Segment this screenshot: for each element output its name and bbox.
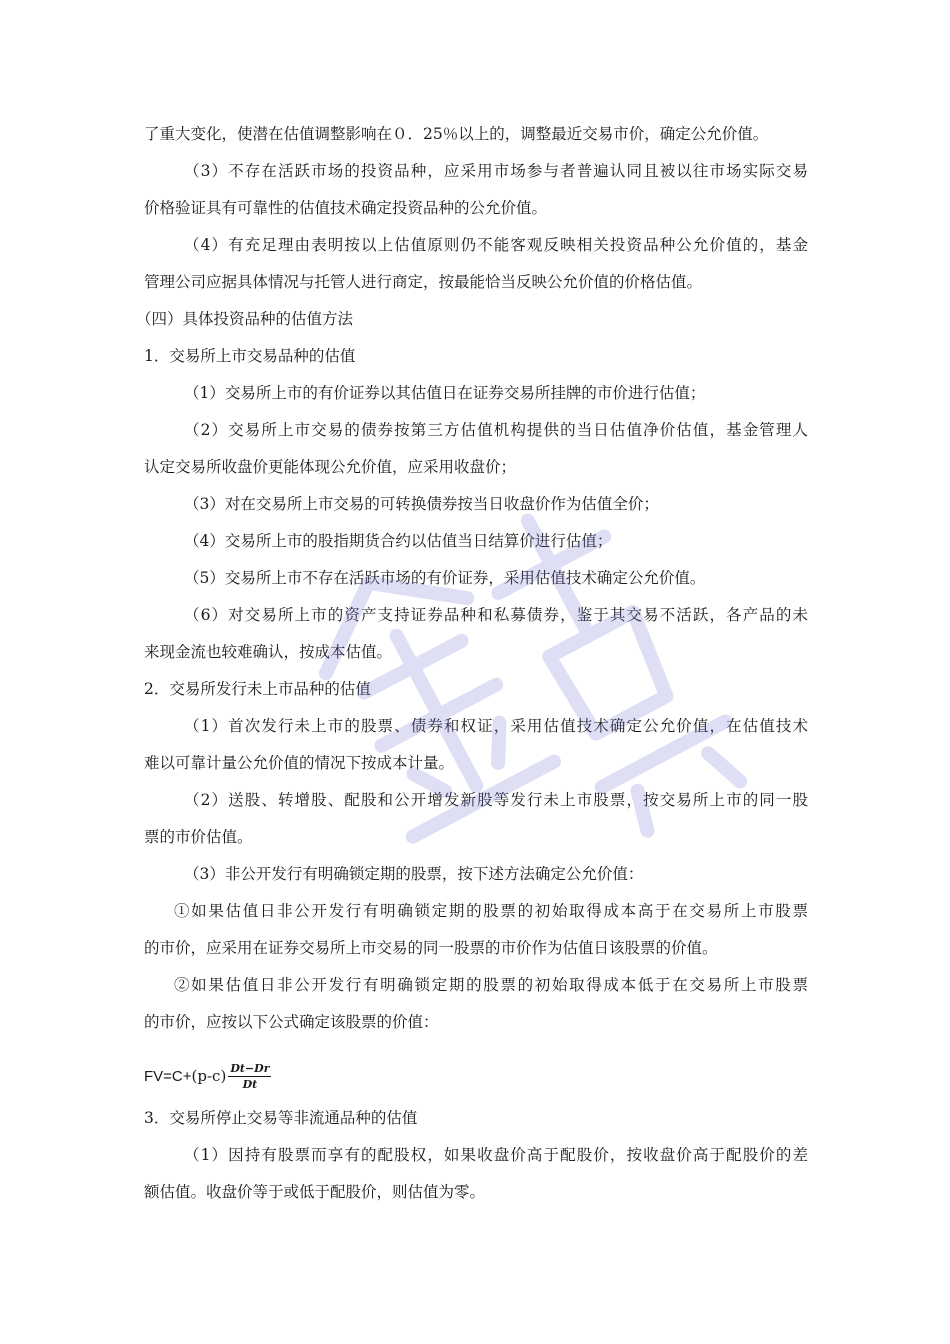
formula-numerator: Dt−Dr <box>230 1061 270 1075</box>
subsection-heading-1: 1．交易所上市交易品种的估值 <box>144 347 356 365</box>
case-2-line2: 的市价，应按以下公式确定该股票的价值： <box>144 1013 439 1031</box>
formula-mid: (p-c) <box>191 1067 227 1085</box>
paragraph-item-4-line1: （4）有充足理由表明按以上估值原则仍不能客观反映相关投资品种公允价值的，基金 <box>184 236 808 254</box>
unlisted-item-1-line2: 难以可靠计量公允价值的情况下按成本计量。 <box>144 754 455 772</box>
unlisted-item-2-line1: （2）送股、转增股、配股和公开增发新股等发行未上市股票，按交易所上市的同一股 <box>184 791 808 809</box>
listed-item-4: （4）交易所上市的股指期货合约以估值当日结算价进行估值； <box>184 532 613 550</box>
unlisted-item-3: （3）非公开发行有明确锁定期的股票，按下述方法确定公允价值： <box>184 865 644 883</box>
valuation-formula <box>144 1058 271 1094</box>
case-1-line1: ①如果估值日非公开发行有明确锁定期的股票的初始取得成本高于在交易所上市股票 <box>174 902 808 920</box>
listed-item-3: （3）对在交易所上市交易的可转换债券按当日收盘价作为估值全价； <box>184 495 659 513</box>
subsection-heading-2: 2．交易所发行未上市品种的估值 <box>144 680 371 698</box>
paragraph-item-3-line2: 价格验证具有可靠性的估值技术确定投资品种的公允价值。 <box>144 199 548 217</box>
unlisted-item-1-line1: （1）首次发行未上市的股票、债券和权证，采用估值技术确定公允价值，在估值技术 <box>184 717 808 735</box>
formula-denominator: Dt <box>242 1077 258 1091</box>
paragraph-continuation: 了重大变化，使潜在估值调整影响在０．25％以上的，调整最近交易市价，确定公允价值。 <box>144 125 769 143</box>
unlisted-item-2-line2: 票的市价估值。 <box>144 828 253 846</box>
paragraph-item-4-line2: 管理公司应据具体情况与托管人进行商定，按最能恰当反映公允价值的价格估值。 <box>144 273 703 291</box>
suspended-item-1-line1: （1）因持有股票而享有的配股权，如果收盘价高于配股价，按收盘价高于配股价的差 <box>184 1146 808 1164</box>
formula-fraction <box>228 1062 271 1091</box>
listed-item-6-line2: 来现金流也较难确认，按成本估值。 <box>144 643 393 661</box>
subsection-heading-3: 3．交易所停止交易等非流通品种的估值 <box>144 1109 418 1127</box>
listed-item-6-line1: （6）对交易所上市的资产支持证券品种和私募债券，鉴于其交易不活跃，各产品的未 <box>184 606 808 624</box>
case-2-line1: ②如果估值日非公开发行有明确锁定期的股票的初始取得成本低于在交易所上市股票 <box>174 976 808 994</box>
suspended-item-1-line2: 额估值。收盘价等于或低于配股价，则估值为零。 <box>144 1183 486 1201</box>
paragraph-item-3-line1: （3）不存在活跃市场的投资品种，应采用市场参与者普遍认同且被以往市场实际交易 <box>184 162 808 180</box>
listed-item-5: （5）交易所上市不存在活跃市场的有价证券，采用估值技术确定公允价值。 <box>184 569 706 587</box>
formula-lhs: FV=C+ <box>144 1067 192 1085</box>
listed-item-2-line1: （2）交易所上市交易的债券按第三方估值机构提供的当日估值净价估值，基金管理人 <box>184 421 808 439</box>
listed-item-1: （1）交易所上市的有价证券以其估值日在证券交易所挂牌的市价进行估值； <box>184 384 706 402</box>
listed-item-2-line2: 认定交易所收盘价更能体现公允价值，应采用收盘价； <box>144 458 517 476</box>
case-1-line2: 的市价，应采用在证券交易所上市交易的同一股票的市价作为估值日该股票的价值。 <box>144 939 718 957</box>
section-heading-4: （四）具体投资品种的估值方法 <box>136 310 354 328</box>
